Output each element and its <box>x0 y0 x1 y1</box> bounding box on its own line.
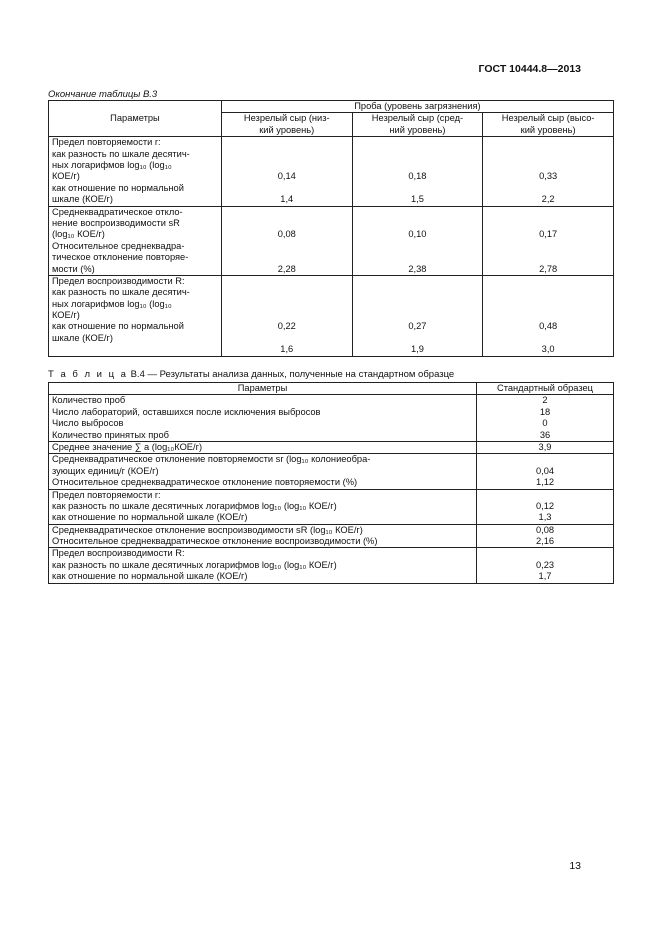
param-cell <box>49 454 477 489</box>
table-row <box>49 489 614 524</box>
param-line: Среднеквадратическое отклонение воспроизводимости sR (log₁₀ КОЕ/г) <box>52 524 363 535</box>
value-line: 0 <box>542 418 548 429</box>
table2-body <box>49 395 614 583</box>
param-line: Среднеквадратическое откло- <box>52 206 183 217</box>
col-header-line: ний уровень) <box>389 124 446 135</box>
param-line: как отношение по нормальной <box>52 321 184 332</box>
value-line <box>486 299 610 310</box>
value-line: 0,10 <box>408 229 427 240</box>
value-cell <box>477 548 614 583</box>
value-line <box>356 276 480 287</box>
value-line: 0,17 <box>539 229 558 240</box>
value-cell <box>477 395 614 442</box>
param-line: Предел воспроизводимости R: <box>52 275 185 286</box>
value-line: 1,9 <box>410 344 424 355</box>
table-row <box>49 137 614 206</box>
value-cell <box>352 275 483 356</box>
col-header-sample-1 <box>352 113 483 137</box>
value-line <box>225 149 349 160</box>
value-line <box>356 218 480 229</box>
value-line: 0,33 <box>539 171 558 182</box>
value-line <box>486 276 610 287</box>
value-line: 1,4 <box>280 194 294 205</box>
value-line: 2,16 <box>535 536 555 547</box>
value-line: 36 <box>539 429 551 440</box>
value-cell <box>483 275 614 356</box>
col-header-params: Параметры <box>49 383 477 395</box>
table-row <box>49 524 614 548</box>
value-line <box>356 241 480 252</box>
value-line <box>225 207 349 218</box>
param-line <box>52 344 218 355</box>
value-line <box>225 310 349 321</box>
table-row <box>49 441 614 453</box>
page-number: 13 <box>569 860 581 872</box>
value-line <box>486 149 610 160</box>
col-header-line: кий уровень) <box>520 124 576 135</box>
param-line: Предел повторяемости r: <box>52 489 161 500</box>
table-row <box>49 275 614 356</box>
param-line: мости (%) <box>52 263 95 274</box>
col-header-sample-2 <box>483 113 614 137</box>
value-line: 0,48 <box>539 321 558 332</box>
value-line <box>225 160 349 171</box>
value-line <box>486 287 610 298</box>
param-line: Относительное среднеквадратическое отклонение повторяемости (%) <box>52 477 358 488</box>
value-line: 2,2 <box>541 194 555 205</box>
value-cell <box>483 137 614 206</box>
value-line <box>486 241 610 252</box>
standard-number: ГОСТ 10444.8—2013 <box>478 63 581 75</box>
value-line <box>225 276 349 287</box>
param-line: тическое отклонение повторяе- <box>52 252 189 263</box>
param-line: Число лабораторий, оставшихся после исключения выбросов <box>52 406 321 417</box>
param-line: как отношение по нормальной <box>52 182 184 193</box>
param-cell <box>49 489 477 524</box>
value-line: 0,22 <box>277 321 296 332</box>
table-row <box>49 548 614 583</box>
value-line: 1,5 <box>410 194 424 205</box>
value-line <box>225 137 349 148</box>
value-line <box>486 160 610 171</box>
param-line: шкале (КОЕ/г) <box>52 332 113 343</box>
value-cell <box>221 137 352 206</box>
param-line: как отношение по нормальной шкале (КОЕ/г) <box>52 571 248 582</box>
value-line <box>225 218 349 229</box>
value-cell <box>483 206 614 275</box>
table1-caption: Окончание таблицы В.3 <box>48 89 158 100</box>
table2-caption <box>48 369 454 380</box>
col-header-line: Незрелый сыр (низ- <box>243 113 330 124</box>
value-line <box>356 310 480 321</box>
col-header-reference-sample: Стандартный образец <box>477 383 614 395</box>
value-cell <box>352 206 483 275</box>
value-line <box>480 490 610 501</box>
value-cell <box>221 275 352 356</box>
value-line: 3,9 <box>538 441 552 452</box>
value-line <box>356 287 480 298</box>
param-line: как разность по шкале десятичных логарифмов log₁₀ (log₁₀ КОЕ/г) <box>52 559 337 570</box>
value-line: 0,12 <box>535 500 555 511</box>
value-line: 2,78 <box>539 263 558 274</box>
value-line <box>356 183 480 194</box>
value-line <box>486 218 610 229</box>
table-b4 <box>48 382 614 584</box>
value-line <box>486 207 610 218</box>
value-line <box>486 183 610 194</box>
value-line <box>480 454 610 465</box>
value-line: 2 <box>542 395 548 406</box>
param-line: как разность по шкале десятич- <box>52 148 190 159</box>
value-cell <box>477 489 614 524</box>
param-line: Количество принятых проб <box>52 429 169 440</box>
value-cell <box>352 137 483 206</box>
value-line <box>356 333 480 344</box>
value-cell <box>477 454 614 489</box>
param-line: зующих единиц/г (КОЕ/г) <box>52 465 159 476</box>
param-line: КОЕ/г) <box>52 171 80 182</box>
value-line: 0,08 <box>535 524 555 535</box>
value-line <box>486 137 610 148</box>
value-line: 0,27 <box>408 321 427 332</box>
value-line <box>225 287 349 298</box>
table-row <box>49 206 614 275</box>
value-line <box>356 252 480 263</box>
param-line: Среднее значение ∑ a (log₁₀КОЕ/г) <box>52 441 203 452</box>
param-line: нение воспроизводимости sR <box>52 217 180 228</box>
value-line: 2,28 <box>277 263 296 274</box>
value-line: 0,23 <box>535 559 555 570</box>
param-line: Количество проб <box>52 395 126 406</box>
table1-body <box>49 137 614 356</box>
param-line: Предел воспроизводимости R: <box>52 548 185 559</box>
value-line <box>356 137 480 148</box>
table-row <box>49 454 614 489</box>
param-cell <box>49 275 222 356</box>
table2-caption-text: В.4 — Результаты анализа данных, полученные на стандартном образце <box>127 369 455 380</box>
value-line: 0,18 <box>408 171 427 182</box>
value-line <box>225 333 349 344</box>
col-header-line: Незрелый сыр (сред- <box>371 113 464 124</box>
value-cell <box>221 206 352 275</box>
value-line: 1,7 <box>538 571 552 582</box>
col-header-line: кий уровень) <box>259 124 315 135</box>
value-line <box>225 241 349 252</box>
col-header-line: Незрелый сыр (высо- <box>501 113 595 124</box>
value-line: 1,6 <box>280 344 294 355</box>
value-cell <box>477 524 614 548</box>
param-line: как разность по шкале десятич- <box>52 287 190 298</box>
value-line: 0,14 <box>277 171 296 182</box>
table-row <box>49 395 614 442</box>
value-line <box>225 183 349 194</box>
value-line: 0,04 <box>535 465 555 476</box>
value-line <box>486 333 610 344</box>
value-line <box>225 299 349 310</box>
param-cell <box>49 395 477 442</box>
value-line <box>225 252 349 263</box>
param-line: КОЕ/г) <box>52 310 80 321</box>
col-header-sample-group: Проба (уровень загрязнения) <box>221 101 613 113</box>
param-line: Относительное среднеквадра- <box>52 240 185 251</box>
param-line: (log₁₀ КОЕ/г) <box>52 229 105 240</box>
param-line: как отношение по нормальной шкале (КОЕ/г) <box>52 512 248 523</box>
value-line <box>356 160 480 171</box>
param-line: Относительное среднеквадратическое отклонение воспроизводимости (%) <box>52 536 378 547</box>
value-line <box>356 149 480 160</box>
value-line: 18 <box>539 406 551 417</box>
param-cell <box>49 137 222 206</box>
value-cell <box>477 441 614 453</box>
param-cell <box>49 206 222 275</box>
value-line <box>356 299 480 310</box>
col-header-params: Параметры <box>49 101 222 137</box>
value-line: 2,38 <box>408 263 427 274</box>
value-line: 1,12 <box>535 477 555 488</box>
table-b3-end <box>48 100 614 357</box>
param-cell <box>49 524 477 548</box>
param-line: Число выбросов <box>52 418 124 429</box>
param-line: Среднеквадратическое отклонение повторяемости sr (log₁₀ колониеобра- <box>52 454 371 465</box>
table2-caption-prefix: Т а б л и ц а <box>48 369 128 380</box>
value-line <box>356 207 480 218</box>
value-line: 3,0 <box>541 344 555 355</box>
value-line <box>486 252 610 263</box>
param-line: как разность по шкале десятичных логарифмов log₁₀ (log₁₀ КОЕ/г) <box>52 500 337 511</box>
value-line: 0,08 <box>277 229 296 240</box>
value-line: 1,3 <box>538 512 552 523</box>
param-line: Предел повторяемости r: <box>52 137 161 148</box>
param-line: ных логарифмов log₁₀ (log₁₀ <box>52 298 172 309</box>
value-line <box>480 548 610 559</box>
param-line: ных логарифмов log₁₀ (log₁₀ <box>52 160 172 170</box>
param-cell <box>49 548 477 583</box>
param-cell <box>49 441 477 453</box>
param-line: шкале (КОЕ/г) <box>52 194 113 205</box>
col-header-sample-0 <box>221 113 352 137</box>
value-line <box>486 310 610 321</box>
